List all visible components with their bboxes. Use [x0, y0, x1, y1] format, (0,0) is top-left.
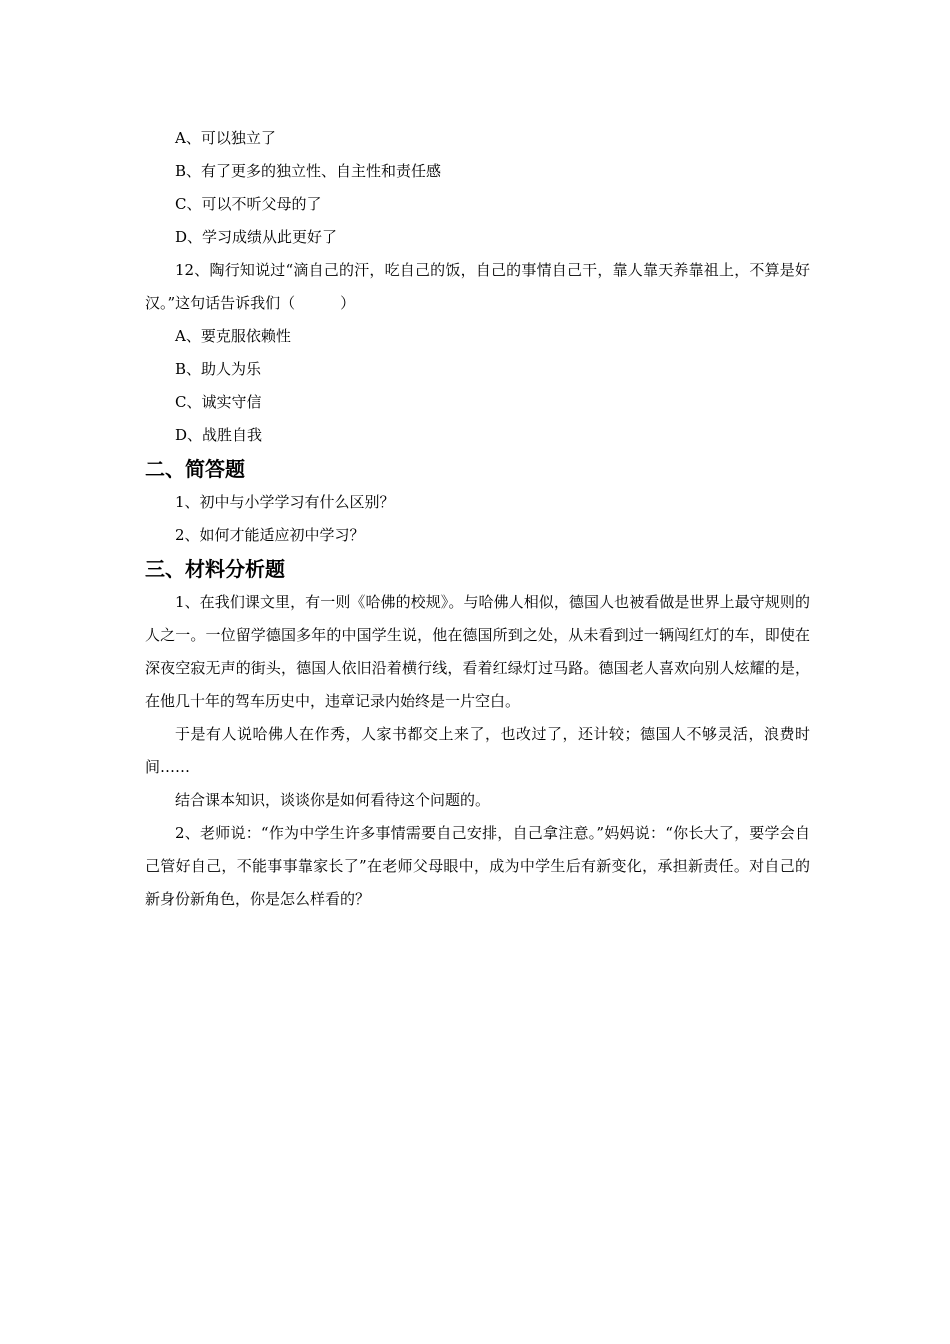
q12-option-b: B、助人为乐	[175, 360, 262, 378]
material-paragraph-2: 于是有人说哈佛人在作秀，人家书都交上来了，也改过了，还计较；德国人不够灵活，浪费时间……	[145, 725, 810, 776]
q11-option-a: A、可以独立了	[175, 129, 276, 147]
q12-option-c: C、诚实守信	[175, 393, 262, 411]
q12-stem: 12、陶行知说过“滴自己的汗，吃自己的饭，自己的事情自己干，靠人靠天养靠祖上，不算是好汉。”这句话告诉我们（ ）	[145, 261, 810, 312]
page-content	[145, 122, 810, 916]
material-paragraph-1: 1、在我们课文里，有一则《哈佛的校规》。与哈佛人相似，德国人也被看做是世界上最守规则的人之一。一位留学德国多年的中国学生说，他在德国所到之处，从未看到过一辆闯红灯的车，即使在深夜空寂无声的街头，德国人依旧沿着横行线，看着红绿灯过马路。德国老人喜欢向别人炫耀的是，在他几十年的驾车历史中，违章记录内始终是一片空白。	[145, 593, 810, 710]
q12-option-d: D、战胜自我	[175, 426, 263, 444]
material-question-2: 2、老师说：“作为中学生许多事情需要自己安排，自己拿注意。”妈妈说：“你长大了，要学会自己管好自己，不能事事靠家长了”在老师父母眼中，成为中学生后有新变化，承担新责任。对自己的新身份新角色，你是怎么样看的？	[145, 824, 810, 908]
q11-option-d: D、学习成绩从此更好了	[175, 228, 338, 246]
short-answer-question-1: 1、初中与小学学习有什么区别？	[175, 493, 395, 511]
short-answer-question-2: 2、如何才能适应初中学习？	[175, 526, 365, 544]
material-question-1: 结合课本知识，谈谈你是如何看待这个问题的。	[175, 791, 491, 809]
section-heading-material-analysis: 三、材料分析题	[145, 557, 285, 581]
q12-option-a: A、要克服依赖性	[175, 327, 291, 345]
q11-option-b: B、有了更多的独立性、自主性和责任感	[175, 162, 442, 180]
section-heading-short-answer: 二、简答题	[145, 457, 245, 481]
q11-option-c: C、可以不听父母的了	[175, 195, 322, 213]
